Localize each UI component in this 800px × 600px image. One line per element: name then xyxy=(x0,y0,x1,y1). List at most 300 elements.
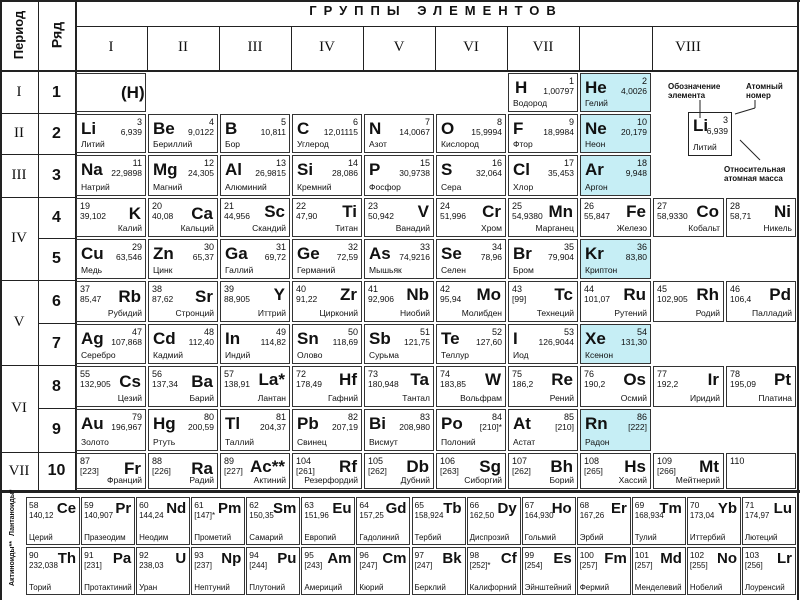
element-name: Селен xyxy=(441,265,466,275)
element-name: Осмий xyxy=(620,393,647,403)
element-name: Хром xyxy=(481,223,502,233)
element-symbol: Er xyxy=(610,500,627,517)
element-mass: 138,91 xyxy=(224,379,250,389)
element-symbol: Pd xyxy=(769,285,791,304)
grid-line xyxy=(38,197,75,198)
element-mass: 10,811 xyxy=(260,127,286,137)
element-number: 24 xyxy=(440,201,451,211)
element-number: 99 xyxy=(524,550,535,560)
element-number: 42 xyxy=(440,284,451,294)
element-symbol: Al xyxy=(225,160,242,179)
element-mass: 54,9380 xyxy=(512,211,543,221)
period-header: Период xyxy=(11,10,26,60)
element-mass: [222] xyxy=(628,422,647,432)
element-cell xyxy=(653,366,724,407)
element-mass: 92,906 xyxy=(368,294,394,304)
element-number: 92 xyxy=(139,550,149,560)
element-cell xyxy=(364,366,434,407)
element-symbol: Ac** xyxy=(250,457,285,476)
element-mass: 174,97 xyxy=(744,511,770,520)
grid-line xyxy=(38,238,75,239)
element-cell xyxy=(292,114,362,153)
element-mass: [255] xyxy=(689,561,708,570)
lanthanide-cell xyxy=(356,497,410,545)
element-mass: 204,37 xyxy=(260,422,286,432)
element-number: 7 xyxy=(424,117,430,127)
element-number: 57 xyxy=(224,369,235,379)
element-number: 47 xyxy=(131,327,142,337)
element-cell xyxy=(148,281,218,322)
element-name: Самарий xyxy=(249,533,283,542)
element-mass: [263] xyxy=(440,466,459,476)
element-symbol: Cm xyxy=(382,550,407,567)
element-name: Протактиний xyxy=(84,583,132,592)
element-mass: 157,25 xyxy=(359,511,384,520)
element-number: 52 xyxy=(491,327,502,337)
grid-line xyxy=(38,154,75,155)
element-mass: 121,75 xyxy=(404,337,430,347)
element-cell xyxy=(220,453,290,489)
element-number: 30 xyxy=(203,242,214,252)
element-number: 90 xyxy=(29,550,39,560)
element-cell xyxy=(364,281,434,322)
element-mass: 101,07 xyxy=(584,294,610,304)
element-cell xyxy=(436,239,506,279)
element-symbol: Ta xyxy=(410,370,429,389)
element-mass: 162,50 xyxy=(469,511,495,520)
element-cell xyxy=(148,114,218,153)
element-name: Иттербий xyxy=(689,533,726,542)
element-mass: [210] xyxy=(555,422,574,432)
element-mass: 6,939 xyxy=(120,127,142,137)
element-symbol: F xyxy=(513,119,524,138)
element-cell xyxy=(76,114,146,153)
grid-line xyxy=(579,26,580,70)
group-label-4: IV xyxy=(319,39,335,55)
element-number: 45 xyxy=(657,284,668,294)
element-symbol: Xe xyxy=(585,329,606,348)
element-cell xyxy=(76,324,146,364)
element-mass: [261] xyxy=(296,466,315,476)
element-name: Лютеций xyxy=(744,533,778,542)
element-symbol: Gd xyxy=(385,500,407,517)
element-cell xyxy=(726,366,796,407)
element-number: 2 xyxy=(641,76,647,86)
element-symbol: Zn xyxy=(153,244,174,263)
legend-relative-mass: Относительная атомная масса xyxy=(724,165,786,183)
element-mass: 4,0026 xyxy=(621,86,647,96)
element-symbol: Fm xyxy=(604,550,627,567)
element-name: Нобелий xyxy=(689,583,723,592)
element-mass: 200,59 xyxy=(188,422,214,432)
element-number: 98 xyxy=(469,550,480,560)
element-number: 19 xyxy=(80,201,91,211)
element-number: 4 xyxy=(208,117,214,127)
element-symbol: Md xyxy=(660,550,682,567)
element-cell xyxy=(76,453,146,489)
element-name: Скандий xyxy=(252,223,286,233)
element-number: 87 xyxy=(80,456,91,466)
element-symbol: At xyxy=(513,414,531,433)
element-name: Иттрий xyxy=(257,308,286,318)
element-cell xyxy=(580,453,651,489)
element-mass: 180,948 xyxy=(368,379,399,389)
row-label-10: 10 xyxy=(47,462,66,479)
element-name: Галлий xyxy=(225,265,254,275)
period-label-7: VII xyxy=(8,463,30,479)
element-mass: 32,064 xyxy=(476,168,502,178)
period-label-6: VI xyxy=(11,400,27,416)
element-symbol: Sc xyxy=(264,202,285,221)
element-mass: 208,980 xyxy=(399,422,430,432)
element-name: Таллий xyxy=(225,437,254,447)
element-number: 61 xyxy=(194,500,204,510)
element-name: Кадмий xyxy=(153,350,183,360)
element-cell xyxy=(508,281,578,322)
element-mass: [243] xyxy=(304,561,323,570)
element-number: 6 xyxy=(352,117,358,127)
lanthanide-cell xyxy=(301,497,355,545)
element-cell xyxy=(580,281,651,322)
element-name: Марганец xyxy=(535,223,574,233)
element-cell xyxy=(436,366,506,407)
grid-line xyxy=(219,26,220,70)
element-mass: 107,868 xyxy=(111,337,142,347)
actinide-cell xyxy=(577,547,631,595)
element-number: 67 xyxy=(524,500,535,510)
element-number: 108 xyxy=(584,456,600,466)
element-name: Гафний xyxy=(327,393,358,403)
element-symbol: Li xyxy=(81,119,97,138)
element-symbol: Y xyxy=(273,285,285,304)
element-number: 105 xyxy=(368,456,384,466)
element-cell xyxy=(508,198,578,237)
element-cell xyxy=(436,198,506,237)
element-number: 36 xyxy=(636,242,647,252)
element-symbol: Np xyxy=(221,550,242,567)
element-cell xyxy=(653,281,724,322)
element-number: 91 xyxy=(84,550,94,560)
element-number: 94 xyxy=(249,550,259,560)
element-symbol: Os xyxy=(623,370,646,389)
element-mass: 232,038 xyxy=(29,561,58,570)
element-number: 14 xyxy=(347,158,358,168)
element-symbol: Nb xyxy=(406,285,429,304)
element-cell xyxy=(508,453,578,489)
element-number: 100 xyxy=(579,550,594,560)
element-name: Эйнштейний xyxy=(524,583,572,592)
element-cell xyxy=(364,453,434,489)
element-number: 41 xyxy=(368,284,379,294)
element-cell xyxy=(364,114,434,153)
element-cell xyxy=(148,324,218,364)
element-cell xyxy=(508,366,578,407)
element-number: 89 xyxy=(224,456,235,466)
element-name: Гольмий xyxy=(524,533,556,542)
element-name: Лантан xyxy=(257,393,286,403)
element-cell xyxy=(76,198,146,237)
element-cell xyxy=(726,453,796,489)
element-mass: [223] xyxy=(80,466,99,476)
row-label-2: 2 xyxy=(52,125,61,142)
element-cell xyxy=(580,324,651,364)
element-mass: 51,996 xyxy=(440,211,466,221)
element-cell xyxy=(76,155,146,196)
actinide-cell xyxy=(742,547,796,595)
element-symbol: Mg xyxy=(153,160,178,179)
group-label-3: III xyxy=(247,39,263,55)
element-cell xyxy=(508,155,578,196)
element-number: 59 xyxy=(84,500,94,510)
element-symbol: Db xyxy=(406,457,429,476)
element-symbol: Pa xyxy=(112,550,132,567)
element-mass: [262] xyxy=(368,466,387,476)
element-name: Мышьяк xyxy=(369,265,402,275)
element-mass: 1,00797 xyxy=(543,86,574,96)
element-number: 17 xyxy=(563,158,574,168)
element-cell xyxy=(364,409,434,451)
element-cell xyxy=(292,239,362,279)
element-name: Тербий xyxy=(414,533,442,542)
grid-line xyxy=(291,26,292,70)
element-cell xyxy=(580,239,651,279)
element-mass: 9,0122 xyxy=(188,127,214,137)
grid-line xyxy=(38,408,75,409)
element-mass: [227] xyxy=(224,466,243,476)
element-name: Неодим xyxy=(139,533,169,542)
element-number: 84 xyxy=(491,412,502,422)
grid-line xyxy=(38,323,75,324)
element-symbol: Cf xyxy=(500,550,517,567)
lanthanides-label: Лантаноиды* xyxy=(9,489,16,536)
element-symbol: Po xyxy=(441,414,463,433)
element-symbol: In xyxy=(225,329,241,348)
element-mass: [99] xyxy=(512,294,527,304)
element-symbol: Cl xyxy=(513,160,530,179)
element-cell xyxy=(292,155,362,196)
element-mass: 15,9994 xyxy=(471,127,502,137)
element-cell xyxy=(364,239,434,279)
element-mass: 58,9330 xyxy=(657,211,688,221)
element-symbol: Pm xyxy=(217,500,242,517)
element-number: 83 xyxy=(419,412,430,422)
element-symbol: H xyxy=(515,78,528,97)
element-symbol: Am xyxy=(327,550,352,567)
element-number: 51 xyxy=(419,327,430,337)
element-name: Цезий xyxy=(117,393,142,403)
element-symbol: Cr xyxy=(482,202,501,221)
element-name: Сиборгий xyxy=(464,475,502,485)
element-name: Борий xyxy=(549,475,574,485)
element-symbol: Hs xyxy=(624,457,646,476)
element-number: 18 xyxy=(636,158,647,168)
element-number: 60 xyxy=(139,500,149,510)
element-number: 13 xyxy=(275,158,286,168)
element-name: Сурьма xyxy=(369,350,400,360)
element-mass: [237] xyxy=(194,561,212,570)
element-name: Никель xyxy=(763,223,792,233)
grid-line xyxy=(147,26,148,70)
element-number: 74 xyxy=(440,369,451,379)
element-number: 106 xyxy=(440,456,456,466)
element-name: Кобальт xyxy=(688,223,720,233)
element-name: Свинец xyxy=(297,437,327,447)
element-mass: 79,904 xyxy=(548,252,574,262)
element-number: 10 xyxy=(636,117,647,127)
element-symbol: Pb xyxy=(297,414,319,433)
element-symbol: Nd xyxy=(166,500,187,517)
element-number: 43 xyxy=(512,284,523,294)
element-number: 109 xyxy=(657,456,673,466)
element-number: 20 xyxy=(152,201,163,211)
element-mass: 114,82 xyxy=(260,337,286,347)
element-cell xyxy=(76,73,146,112)
element-mass: 158,924 xyxy=(414,511,444,520)
element-symbol: Mo xyxy=(476,285,501,304)
element-name: Тулий xyxy=(634,533,657,542)
element-mass: 118,69 xyxy=(332,337,358,347)
actinide-cell xyxy=(136,547,190,595)
element-mass: 20,179 xyxy=(621,127,647,137)
element-mass: 40,08 xyxy=(152,211,174,221)
element-mass: 164,930 xyxy=(524,511,554,520)
element-symbol: Fe xyxy=(626,202,646,221)
element-number: 25 xyxy=(512,201,523,211)
element-number: 58 xyxy=(29,500,39,510)
lanthanide-cell xyxy=(81,497,135,545)
element-name: Магний xyxy=(153,182,183,192)
element-symbol: W xyxy=(484,370,501,389)
element-cell xyxy=(148,409,218,451)
element-mass: 195,09 xyxy=(730,379,756,389)
element-number: 39 xyxy=(224,284,235,294)
element-cell xyxy=(653,198,724,237)
element-number: 80 xyxy=(203,412,214,422)
element-symbol: No xyxy=(716,550,737,567)
element-number: 97 xyxy=(414,550,424,560)
element-cell xyxy=(726,281,796,322)
element-name: Гадолиний xyxy=(359,533,400,542)
element-mass: 91,22 xyxy=(296,294,318,304)
actinide-cell xyxy=(26,547,80,595)
element-symbol: Sb xyxy=(369,329,391,348)
grid-line xyxy=(363,26,364,70)
element-cell xyxy=(508,409,578,451)
element-mass: 127,60 xyxy=(476,337,502,347)
element-symbol: Rf xyxy=(339,457,357,476)
element-number: 102 xyxy=(689,550,705,560)
lanthanide-cell xyxy=(687,497,741,545)
element-name: Мейтнерий xyxy=(675,475,720,485)
element-cell xyxy=(148,198,218,237)
element-name: Вольфрам xyxy=(460,393,502,403)
element-mass: [226] xyxy=(152,466,171,476)
element-name: Олово xyxy=(297,350,323,360)
element-number: 54 xyxy=(636,327,647,337)
legend-mass: 6,939 xyxy=(706,126,728,136)
element-symbol: Sg xyxy=(479,457,501,476)
element-cell xyxy=(508,239,578,279)
element-cell xyxy=(580,366,651,407)
element-mass: 26,9815 xyxy=(255,168,286,178)
element-symbol: Rn xyxy=(585,414,608,433)
element-cell xyxy=(436,281,506,322)
element-symbol: Be xyxy=(153,119,175,138)
element-symbol: Ra xyxy=(191,459,213,478)
grid-line xyxy=(38,280,75,281)
element-mass: 178,49 xyxy=(296,379,322,389)
row-label-3: 3 xyxy=(52,167,61,184)
element-name: Кальций xyxy=(180,223,214,233)
element-name: Кислород xyxy=(441,139,479,149)
element-symbol: S xyxy=(441,160,453,179)
element-number: 104 xyxy=(296,456,312,466)
element-name: Цирконий xyxy=(319,308,358,318)
element-name: Барий xyxy=(189,393,214,403)
element-number: 32 xyxy=(347,242,358,252)
element-number: 70 xyxy=(689,500,700,510)
element-cell xyxy=(436,155,506,196)
element-symbol: O xyxy=(441,119,455,138)
element-name: Бром xyxy=(513,265,534,275)
actinide-cell xyxy=(632,547,686,595)
group-label-6: VI xyxy=(463,39,479,55)
legend-name: Литий xyxy=(693,142,717,152)
element-mass: 112,40 xyxy=(188,337,214,347)
element-number: 71 xyxy=(744,500,755,510)
element-symbol: (H) xyxy=(121,83,145,102)
grid-line xyxy=(0,0,2,600)
element-mass: 126,9044 xyxy=(538,337,574,347)
element-name: Ксенон xyxy=(585,350,614,360)
element-symbol: Ne xyxy=(585,119,607,138)
element-name: Нептуний xyxy=(194,583,230,592)
element-number: 56 xyxy=(152,369,163,379)
element-name: Ртуть xyxy=(153,437,176,447)
row-label-4: 4 xyxy=(52,209,61,226)
element-name: Платина xyxy=(758,393,792,403)
row-label-8: 8 xyxy=(52,378,61,395)
element-number: 31 xyxy=(275,242,286,252)
group-label-2: II xyxy=(178,39,188,55)
element-mass: 35,453 xyxy=(548,168,574,178)
element-symbol: Lr xyxy=(776,550,792,567)
group-label-1: I xyxy=(108,39,114,55)
period-label-5: V xyxy=(13,314,25,330)
element-name: Хлор xyxy=(513,182,534,192)
element-cell xyxy=(292,281,362,322)
element-name: Америций xyxy=(304,583,343,592)
element-number: 1 xyxy=(568,76,574,86)
element-cell xyxy=(292,453,362,489)
element-number: 28 xyxy=(730,201,741,211)
element-number: 34 xyxy=(491,242,502,252)
element-mass: 95,94 xyxy=(440,294,462,304)
element-name: Молибден xyxy=(461,308,502,318)
element-name: Иод xyxy=(513,350,529,360)
element-cell xyxy=(76,366,146,407)
element-number: 64 xyxy=(359,500,369,510)
lanthanide-cell xyxy=(577,497,631,545)
lanthanide-cell xyxy=(136,497,190,545)
element-symbol: Ce xyxy=(56,500,77,517)
legend-symbol: Li xyxy=(693,116,709,135)
period-label-1: I xyxy=(16,84,22,100)
element-mass: [247] xyxy=(414,561,433,570)
element-symbol: Co xyxy=(696,202,719,221)
element-name: Рутений xyxy=(614,308,647,318)
element-cell xyxy=(508,73,578,112)
